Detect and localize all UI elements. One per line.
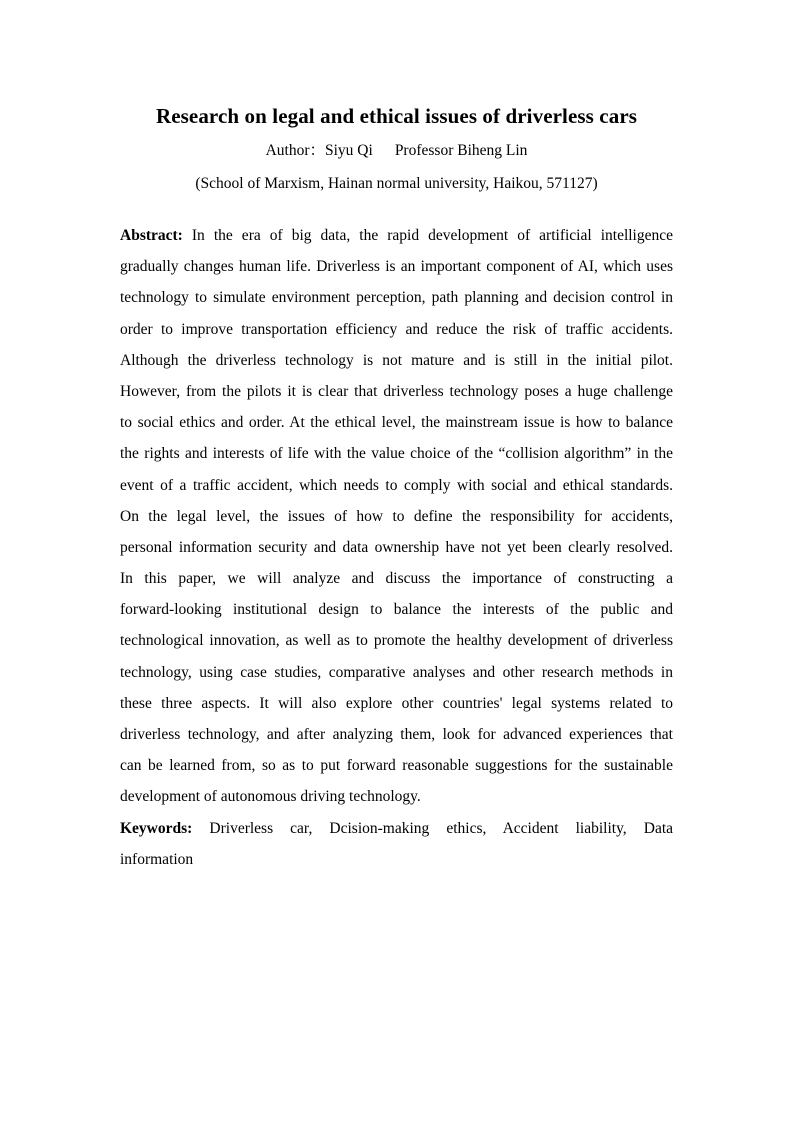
abstract-text: technology, using case studies, comparative analyses and other research methods in: [120, 663, 673, 681]
abstract-text: personal information security and data ownership have not yet been clearly resolved.: [120, 538, 673, 556]
abstract-line: [120, 318, 673, 349]
abstract-line: [120, 255, 673, 286]
abstract-text: In this paper, we will analyze and discuss the importance of constructing a: [120, 570, 673, 588]
abstract-text: gradually changes human life. Driverless is an important component of AI, which uses: [120, 258, 673, 276]
abstract-line: [120, 598, 673, 629]
abstract-line: [120, 224, 673, 255]
abstract-line: [120, 754, 673, 785]
abstract-line: [120, 629, 673, 660]
abstract-line: [120, 692, 673, 723]
abstract-line: [120, 536, 673, 567]
keywords-label: Keywords:: [120, 819, 193, 837]
paper-title: Research on legal and ethical issues of driverless cars: [155, 104, 638, 128]
affiliation: (School of Marxism, Hainan normal university, Haikou, 571127): [195, 175, 598, 192]
abstract-text: development of autonomous driving technology.: [120, 788, 421, 806]
abstract-text: can be learned from, so as to put forward reasonable suggestions for the sustainable: [120, 757, 673, 775]
abstract-line: [120, 567, 673, 598]
abstract-text: order to improve transportation efficiency and reduce the risk of traffic accidents.: [120, 320, 673, 338]
abstract-text: event of a traffic accident, which needs to comply with social and ethical standards.: [120, 476, 673, 494]
abstract-text: the rights and interests of life with the value choice of the “collision algorithm” in the: [120, 445, 673, 463]
abstract-text: Although the driverless technology is not mature and is still in the initial pilot.: [120, 351, 673, 369]
abstract-line: [120, 380, 673, 411]
abstract-text: On the legal level, the issues of how to define the responsibility for accidents,: [120, 507, 673, 525]
keywords-text: information: [120, 850, 194, 868]
abstract-text: driverless technology, and after analyzing them, look for advanced experiences that: [120, 726, 673, 743]
abstract-line: [120, 411, 673, 442]
keywords-line: [120, 817, 673, 848]
abstract-text: these three aspects. It will also explore other countries' legal systems related to: [120, 694, 673, 712]
abstract-line: [120, 505, 673, 536]
abstract-text: to social ethics and order. At the ethical level, the mainstream issue is how to balance: [120, 414, 673, 432]
abstract-text: technological innovation, as well as to promote the healthy development of driverless: [120, 632, 673, 650]
abstract-line: [120, 349, 673, 380]
abstract-text: forward-looking institutional design to balance the interests of the public and: [120, 601, 673, 619]
abstract-line: [120, 474, 673, 505]
author-secondary: Professor Biheng Lin: [394, 142, 528, 159]
author-primary: Siyu Qi: [325, 142, 373, 159]
abstract-line: [120, 661, 673, 692]
abstract-line: [120, 723, 673, 754]
abstract-text: In the era of big data, the rapid development of artificial intelligence: [191, 227, 674, 244]
keywords-line: [120, 848, 673, 879]
abstract-line: [120, 785, 673, 816]
author-label: Author：: [265, 142, 325, 159]
abstract-text: However, from the pilots it is clear that driverless technology poses a huge challenge: [120, 382, 673, 400]
keywords-text: Driverless car, Dcision-making ethics, Accident liability, Data: [209, 819, 674, 837]
author-line: [0, 141, 793, 161]
abstract-line: [120, 286, 673, 317]
abstract-section: [120, 224, 673, 879]
abstract-text: technology to simulate environment perception, path planning and decision control in: [120, 289, 673, 307]
abstract-label: Abstract:: [120, 227, 183, 244]
abstract-line: [120, 442, 673, 473]
